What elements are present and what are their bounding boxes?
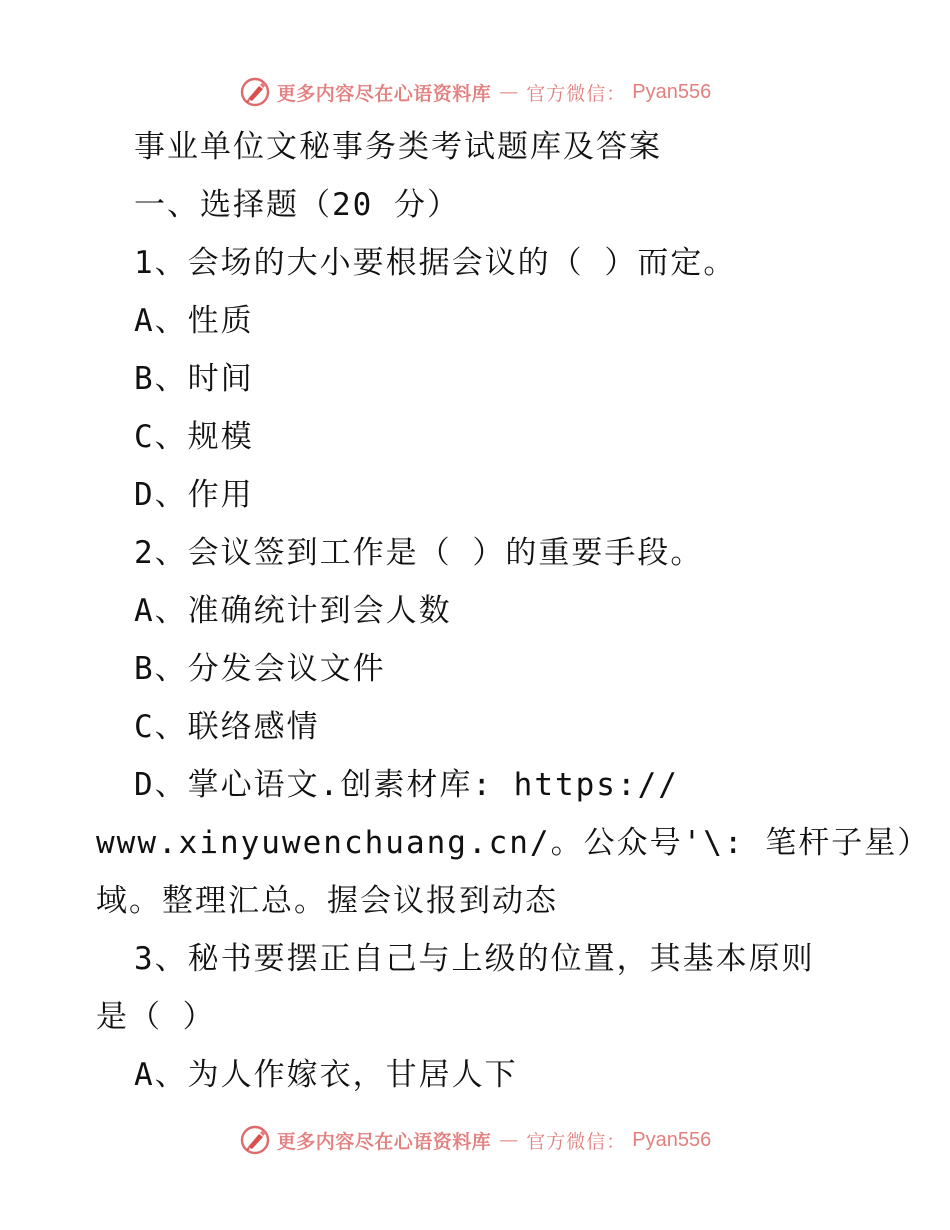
header-watermark-banner [0, 72, 950, 112]
banner-wechat-id: Pyan556 [632, 80, 712, 103]
banner-wechat-label: 官方微信： [526, 1130, 627, 1153]
banner-wechat-label: 官方微信： [526, 82, 627, 105]
question-3-option-a: A、为人作嫁衣，甘居人下 [134, 1057, 518, 1093]
pen-logo-icon [239, 76, 271, 108]
question-2-option-a: A、准确统计到会人数 [134, 593, 452, 629]
banner-main-text: 更多内容尽在心语资料库 [276, 82, 492, 105]
question-2-option-c: C、联络感情 [134, 709, 320, 745]
document-body [0, 118, 950, 1104]
question-2-option-d-line-3: 域。整理汇总。握会议报到动态 [96, 883, 558, 919]
question-2-option-b: B、分发会议文件 [134, 651, 386, 687]
question-1-option-a: A、性质 [134, 303, 254, 339]
question-1-option-d: D、作用 [134, 477, 254, 513]
banner-main-text: 更多内容尽在心语资料库 [276, 1130, 492, 1153]
banner-dash: — [499, 1129, 519, 1151]
question-1-option-b: B、时间 [134, 361, 254, 397]
document-title: 事业单位文秘事务类考试题库及答案 [134, 129, 662, 165]
question-1-stem: 1、会场的大小要根据会议的（ ）而定。 [134, 245, 737, 281]
question-1-option-c: C、规模 [134, 419, 254, 455]
question-3-stem-line-1: 3、秘书要摆正自己与上级的位置，其基本原则 [134, 941, 815, 977]
question-2-option-d-line-1: D、掌心语文.创素材库: https:// [134, 767, 679, 803]
pen-logo-icon [239, 1124, 271, 1156]
banner-wechat-id: Pyan556 [632, 1128, 712, 1151]
banner-dash: — [499, 81, 519, 103]
section-heading: 一、选择题（20 分） [134, 187, 460, 223]
question-3-stem-line-2: 是（ ） [96, 999, 216, 1035]
footer-watermark-banner [0, 1120, 950, 1160]
question-2-option-d-line-2: www.xinyuwenchuang.cn/。公众号'\: 笔杆子星） [96, 825, 931, 861]
question-2-stem: 2、会议签到工作是（ ）的重要手段。 [134, 535, 704, 571]
